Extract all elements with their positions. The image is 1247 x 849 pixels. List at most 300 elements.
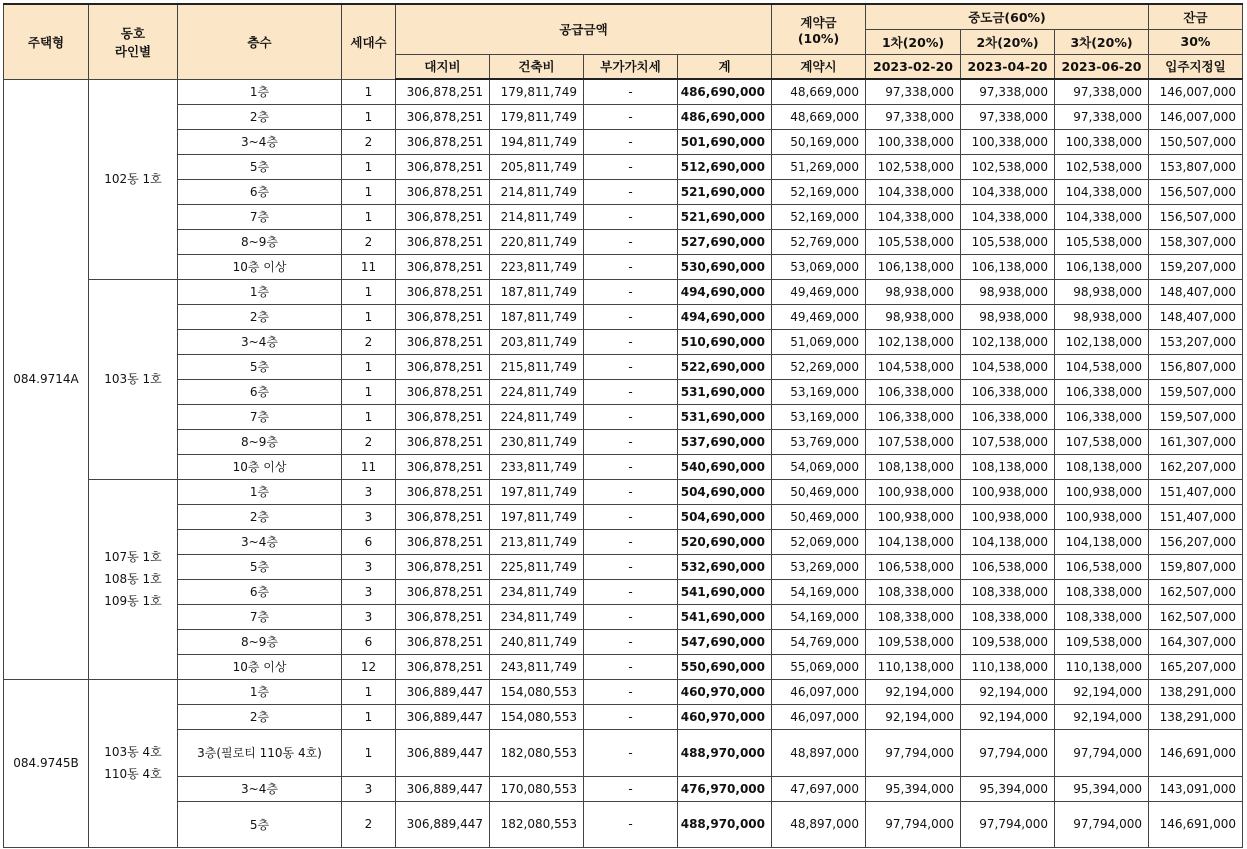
- middle-3-cell: 106,338,000: [1055, 379, 1149, 404]
- building-cost-cell: 154,080,553: [490, 704, 584, 729]
- units-cell: 1: [342, 154, 396, 179]
- contract-cell: 50,469,000: [772, 504, 866, 529]
- total-price-cell: 522,690,000: [678, 354, 772, 379]
- total-price-cell: 547,690,000: [678, 629, 772, 654]
- floor-cell: 8~9층: [178, 229, 342, 254]
- vat-cell: -: [584, 179, 678, 204]
- floor-cell: 3~4층: [178, 529, 342, 554]
- contract-cell: 48,897,000: [772, 729, 866, 776]
- total-price-cell: 460,970,000: [678, 679, 772, 704]
- land-cost-cell: 306,878,251: [396, 554, 490, 579]
- middle-1-cell: 110,138,000: [866, 654, 961, 679]
- units-cell: 1: [342, 379, 396, 404]
- middle-2-cell: 98,938,000: [961, 279, 1055, 304]
- balance-cell: 146,007,000: [1149, 79, 1243, 104]
- total-price-cell: 541,690,000: [678, 579, 772, 604]
- total-price-cell: 520,690,000: [678, 529, 772, 554]
- contract-cell: 54,169,000: [772, 579, 866, 604]
- vat-cell: -: [584, 229, 678, 254]
- header-mid2: 2차(20%): [961, 29, 1055, 54]
- table-row: [4, 704, 1243, 729]
- floor-cell: 5층: [178, 554, 342, 579]
- land-cost-cell: 306,889,447: [396, 776, 490, 801]
- balance-cell: 150,507,000: [1149, 129, 1243, 154]
- contract-cell: 51,069,000: [772, 329, 866, 354]
- dong-line-label: 110동 4호: [104, 767, 162, 781]
- middle-3-cell: 97,794,000: [1055, 801, 1149, 847]
- land-cost-cell: 306,878,251: [396, 179, 490, 204]
- vat-cell: -: [584, 379, 678, 404]
- middle-1-cell: 95,394,000: [866, 776, 961, 801]
- header-mid1: 1차(20%): [866, 29, 961, 54]
- balance-cell: 159,507,000: [1149, 404, 1243, 429]
- units-cell: 1: [342, 179, 396, 204]
- building-cost-cell: 223,811,749: [490, 254, 584, 279]
- middle-3-cell: 92,194,000: [1055, 704, 1149, 729]
- floor-cell: 7층: [178, 204, 342, 229]
- floor-cell: 1층: [178, 279, 342, 304]
- table-body: [4, 79, 1243, 847]
- building-cost-cell: 214,811,749: [490, 204, 584, 229]
- floor-cell: 6층: [178, 579, 342, 604]
- table-header: [4, 4, 1243, 79]
- middle-2-cell: 102,138,000: [961, 329, 1055, 354]
- middle-1-cell: 106,538,000: [866, 554, 961, 579]
- middle-1-cell: 105,538,000: [866, 229, 961, 254]
- middle-2-cell: 108,338,000: [961, 604, 1055, 629]
- land-cost-cell: 306,878,251: [396, 104, 490, 129]
- header-mid1-date: 2023-02-20: [866, 54, 961, 79]
- middle-3-cell: 97,338,000: [1055, 79, 1149, 104]
- dong-line-label: 103동 1호: [104, 372, 162, 386]
- floor-cell: 2층: [178, 704, 342, 729]
- middle-2-cell: 100,338,000: [961, 129, 1055, 154]
- contract-cell: 51,269,000: [772, 154, 866, 179]
- middle-2-cell: 108,138,000: [961, 454, 1055, 479]
- middle-2-cell: 92,194,000: [961, 704, 1055, 729]
- vat-cell: -: [584, 654, 678, 679]
- table-row: [4, 604, 1243, 629]
- table-row: [4, 801, 1243, 847]
- contract-cell: 49,469,000: [772, 304, 866, 329]
- middle-2-cell: 106,338,000: [961, 404, 1055, 429]
- dong-line-label: 102동 1호: [104, 172, 162, 186]
- floor-cell: 2층: [178, 104, 342, 129]
- vat-cell: -: [584, 104, 678, 129]
- balance-cell: 153,207,000: [1149, 329, 1243, 354]
- balance-cell: 162,207,000: [1149, 454, 1243, 479]
- table-row: [4, 504, 1243, 529]
- contract-cell: 50,469,000: [772, 479, 866, 504]
- vat-cell: -: [584, 801, 678, 847]
- middle-1-cell: 100,938,000: [866, 479, 961, 504]
- land-cost-cell: 306,878,251: [396, 454, 490, 479]
- land-cost-cell: 306,878,251: [396, 504, 490, 529]
- units-cell: 1: [342, 354, 396, 379]
- header-balance-sub: 입주지정일: [1149, 54, 1243, 79]
- units-cell: 11: [342, 254, 396, 279]
- middle-3-cell: 104,138,000: [1055, 529, 1149, 554]
- total-price-cell: 527,690,000: [678, 229, 772, 254]
- middle-1-cell: 100,338,000: [866, 129, 961, 154]
- balance-cell: 138,291,000: [1149, 679, 1243, 704]
- balance-cell: 146,007,000: [1149, 104, 1243, 129]
- dong-line-label: 107동 1호: [104, 550, 162, 564]
- total-price-cell: 531,690,000: [678, 379, 772, 404]
- middle-1-cell: 106,338,000: [866, 404, 961, 429]
- units-cell: 3: [342, 579, 396, 604]
- vat-cell: -: [584, 504, 678, 529]
- vat-cell: -: [584, 304, 678, 329]
- land-cost-cell: 306,878,251: [396, 204, 490, 229]
- middle-2-cell: 105,538,000: [961, 229, 1055, 254]
- vat-cell: -: [584, 479, 678, 504]
- land-cost-cell: 306,878,251: [396, 254, 490, 279]
- land-cost-cell: 306,889,447: [396, 679, 490, 704]
- building-cost-cell: 234,811,749: [490, 604, 584, 629]
- total-price-cell: 550,690,000: [678, 654, 772, 679]
- middle-2-cell: 106,538,000: [961, 554, 1055, 579]
- table-row: [4, 629, 1243, 654]
- dong-line-label: 103동 4호: [104, 745, 162, 759]
- total-price-cell: 494,690,000: [678, 279, 772, 304]
- units-cell: 3: [342, 479, 396, 504]
- contract-cell: 46,097,000: [772, 704, 866, 729]
- building-cost-cell: 182,080,553: [490, 729, 584, 776]
- units-cell: 1: [342, 279, 396, 304]
- vat-cell: -: [584, 454, 678, 479]
- table-row: [4, 354, 1243, 379]
- table-row: [4, 479, 1243, 504]
- header-dong-line-1: 동호: [120, 25, 146, 41]
- header-dong-line: [89, 4, 178, 79]
- dong-line-cell: [89, 479, 178, 679]
- land-cost-cell: 306,878,251: [396, 79, 490, 104]
- contract-cell: 52,769,000: [772, 229, 866, 254]
- building-cost-cell: 230,811,749: [490, 429, 584, 454]
- header-supply-price: 공급금액: [396, 4, 772, 54]
- building-cost-cell: 214,811,749: [490, 179, 584, 204]
- floor-cell: 3층(필로티 110동 4호): [178, 729, 342, 776]
- vat-cell: -: [584, 429, 678, 454]
- table-row: [4, 529, 1243, 554]
- balance-cell: 156,507,000: [1149, 179, 1243, 204]
- floor-cell: 8~9층: [178, 429, 342, 454]
- building-cost-cell: 205,811,749: [490, 154, 584, 179]
- total-price-cell: 512,690,000: [678, 154, 772, 179]
- table-row: [4, 379, 1243, 404]
- table-row: [4, 776, 1243, 801]
- header-contract-1: 계약금: [800, 14, 837, 30]
- middle-3-cell: 95,394,000: [1055, 776, 1149, 801]
- land-cost-cell: 306,878,251: [396, 304, 490, 329]
- balance-cell: 156,507,000: [1149, 204, 1243, 229]
- header-dong-line-2: 라인별: [114, 43, 152, 59]
- building-cost-cell: 215,811,749: [490, 354, 584, 379]
- floor-cell: 1층: [178, 79, 342, 104]
- floor-cell: 2층: [178, 304, 342, 329]
- middle-1-cell: 104,338,000: [866, 179, 961, 204]
- header-middle-payment: 중도금(60%): [866, 4, 1149, 29]
- land-cost-cell: 306,889,447: [396, 729, 490, 776]
- vat-cell: -: [584, 129, 678, 154]
- total-price-cell: 541,690,000: [678, 604, 772, 629]
- table-row: [4, 279, 1243, 304]
- middle-1-cell: 92,194,000: [866, 704, 961, 729]
- vat-cell: -: [584, 154, 678, 179]
- total-price-cell: 504,690,000: [678, 504, 772, 529]
- middle-3-cell: 109,538,000: [1055, 629, 1149, 654]
- units-cell: 11: [342, 454, 396, 479]
- middle-2-cell: 106,338,000: [961, 379, 1055, 404]
- building-cost-cell: 197,811,749: [490, 504, 584, 529]
- building-cost-cell: 194,811,749: [490, 129, 584, 154]
- land-cost-cell: 306,878,251: [396, 154, 490, 179]
- units-cell: 1: [342, 679, 396, 704]
- middle-1-cell: 106,338,000: [866, 379, 961, 404]
- floor-cell: 1층: [178, 479, 342, 504]
- table-row: [4, 679, 1243, 704]
- units-cell: 1: [342, 729, 396, 776]
- middle-3-cell: 102,538,000: [1055, 154, 1149, 179]
- contract-cell: 52,069,000: [772, 529, 866, 554]
- middle-2-cell: 95,394,000: [961, 776, 1055, 801]
- balance-cell: 159,807,000: [1149, 554, 1243, 579]
- floor-cell: 1층: [178, 679, 342, 704]
- contract-cell: 54,069,000: [772, 454, 866, 479]
- land-cost-cell: 306,878,251: [396, 479, 490, 504]
- contract-cell: 47,697,000: [772, 776, 866, 801]
- building-cost-cell: 154,080,553: [490, 679, 584, 704]
- middle-2-cell: 109,538,000: [961, 629, 1055, 654]
- middle-2-cell: 110,138,000: [961, 654, 1055, 679]
- contract-cell: 48,669,000: [772, 104, 866, 129]
- balance-cell: 159,207,000: [1149, 254, 1243, 279]
- contract-cell: 52,169,000: [772, 179, 866, 204]
- building-cost-cell: 187,811,749: [490, 304, 584, 329]
- dong-line-label: 109동 1호: [104, 594, 162, 608]
- total-price-cell: 476,970,000: [678, 776, 772, 801]
- middle-1-cell: 98,938,000: [866, 304, 961, 329]
- middle-1-cell: 104,538,000: [866, 354, 961, 379]
- table-row: [4, 254, 1243, 279]
- middle-3-cell: 100,338,000: [1055, 129, 1149, 154]
- middle-3-cell: 92,194,000: [1055, 679, 1149, 704]
- middle-2-cell: 92,194,000: [961, 679, 1055, 704]
- dong-line-label: 108동 1호: [104, 572, 162, 586]
- balance-cell: 151,407,000: [1149, 504, 1243, 529]
- vat-cell: -: [584, 579, 678, 604]
- land-cost-cell: 306,878,251: [396, 379, 490, 404]
- balance-cell: 162,507,000: [1149, 579, 1243, 604]
- header-vat: 부가가치세: [584, 54, 678, 79]
- vat-cell: -: [584, 554, 678, 579]
- vat-cell: -: [584, 329, 678, 354]
- units-cell: 1: [342, 104, 396, 129]
- floor-cell: 3~4층: [178, 129, 342, 154]
- middle-1-cell: 108,338,000: [866, 604, 961, 629]
- balance-cell: 164,307,000: [1149, 629, 1243, 654]
- balance-cell: 162,507,000: [1149, 604, 1243, 629]
- table-row: [4, 229, 1243, 254]
- contract-cell: 49,469,000: [772, 279, 866, 304]
- table-row: [4, 204, 1243, 229]
- floor-cell: 10층 이상: [178, 454, 342, 479]
- units-cell: 1: [342, 704, 396, 729]
- price-table: [3, 3, 1243, 848]
- units-cell: 3: [342, 554, 396, 579]
- contract-cell: 53,269,000: [772, 554, 866, 579]
- contract-cell: 54,769,000: [772, 629, 866, 654]
- header-total: 계: [678, 54, 772, 79]
- total-price-cell: 510,690,000: [678, 329, 772, 354]
- land-cost-cell: 306,878,251: [396, 404, 490, 429]
- floor-cell: 3~4층: [178, 329, 342, 354]
- contract-cell: 53,169,000: [772, 379, 866, 404]
- middle-1-cell: 97,338,000: [866, 79, 961, 104]
- middle-3-cell: 97,338,000: [1055, 104, 1149, 129]
- balance-cell: 153,807,000: [1149, 154, 1243, 179]
- middle-3-cell: 108,338,000: [1055, 579, 1149, 604]
- land-cost-cell: 306,889,447: [396, 704, 490, 729]
- middle-1-cell: 102,138,000: [866, 329, 961, 354]
- middle-2-cell: 104,138,000: [961, 529, 1055, 554]
- header-building: 건축비: [490, 54, 584, 79]
- land-cost-cell: 306,878,251: [396, 354, 490, 379]
- vat-cell: -: [584, 704, 678, 729]
- land-cost-cell: 306,878,251: [396, 629, 490, 654]
- middle-2-cell: 97,338,000: [961, 79, 1055, 104]
- units-cell: 2: [342, 801, 396, 847]
- contract-cell: 48,897,000: [772, 801, 866, 847]
- table-row: [4, 554, 1243, 579]
- header-balance-pct: 30%: [1149, 29, 1243, 54]
- middle-3-cell: 97,794,000: [1055, 729, 1149, 776]
- land-cost-cell: 306,878,251: [396, 129, 490, 154]
- units-cell: 3: [342, 776, 396, 801]
- middle-2-cell: 98,938,000: [961, 304, 1055, 329]
- units-cell: 2: [342, 329, 396, 354]
- floor-cell: 10층 이상: [178, 654, 342, 679]
- total-price-cell: 532,690,000: [678, 554, 772, 579]
- header-contract-sub: 계약시: [772, 54, 866, 79]
- floor-cell: 6층: [178, 379, 342, 404]
- header-contract: [772, 4, 866, 54]
- middle-3-cell: 100,938,000: [1055, 504, 1149, 529]
- middle-1-cell: 107,538,000: [866, 429, 961, 454]
- middle-2-cell: 97,794,000: [961, 801, 1055, 847]
- table-row: [4, 304, 1243, 329]
- middle-3-cell: 110,138,000: [1055, 654, 1149, 679]
- vat-cell: -: [584, 604, 678, 629]
- total-price-cell: 537,690,000: [678, 429, 772, 454]
- table-row: [4, 579, 1243, 604]
- total-price-cell: 460,970,000: [678, 704, 772, 729]
- balance-cell: 146,691,000: [1149, 729, 1243, 776]
- dong-line-cell: [89, 679, 178, 847]
- header-balance: 잔금: [1149, 4, 1243, 29]
- land-cost-cell: 306,878,251: [396, 329, 490, 354]
- header-floor: 층수: [178, 4, 342, 79]
- header-land: 대지비: [396, 54, 490, 79]
- floor-cell: 5층: [178, 801, 342, 847]
- table-row: [4, 179, 1243, 204]
- contract-cell: 52,269,000: [772, 354, 866, 379]
- floor-cell: 7층: [178, 404, 342, 429]
- units-cell: 1: [342, 304, 396, 329]
- land-cost-cell: 306,878,251: [396, 229, 490, 254]
- vat-cell: -: [584, 79, 678, 104]
- total-price-cell: 486,690,000: [678, 79, 772, 104]
- middle-2-cell: 100,938,000: [961, 504, 1055, 529]
- building-cost-cell: 220,811,749: [490, 229, 584, 254]
- middle-1-cell: 106,138,000: [866, 254, 961, 279]
- total-price-cell: 521,690,000: [678, 179, 772, 204]
- middle-1-cell: 104,138,000: [866, 529, 961, 554]
- table-row: [4, 654, 1243, 679]
- units-cell: 12: [342, 654, 396, 679]
- table-row: [4, 129, 1243, 154]
- units-cell: 6: [342, 529, 396, 554]
- building-cost-cell: 224,811,749: [490, 379, 584, 404]
- balance-cell: 146,691,000: [1149, 801, 1243, 847]
- vat-cell: -: [584, 254, 678, 279]
- middle-3-cell: 104,538,000: [1055, 354, 1149, 379]
- header-mid2-date: 2023-04-20: [961, 54, 1055, 79]
- middle-2-cell: 102,538,000: [961, 154, 1055, 179]
- vat-cell: -: [584, 776, 678, 801]
- middle-3-cell: 108,338,000: [1055, 604, 1149, 629]
- middle-1-cell: 97,794,000: [866, 801, 961, 847]
- total-price-cell: 531,690,000: [678, 404, 772, 429]
- building-cost-cell: 234,811,749: [490, 579, 584, 604]
- header-type: 주택형: [4, 4, 89, 79]
- middle-1-cell: 97,338,000: [866, 104, 961, 129]
- building-cost-cell: 224,811,749: [490, 404, 584, 429]
- contract-cell: 48,669,000: [772, 79, 866, 104]
- middle-1-cell: 92,194,000: [866, 679, 961, 704]
- units-cell: 1: [342, 204, 396, 229]
- table-row: [4, 104, 1243, 129]
- middle-3-cell: 104,338,000: [1055, 204, 1149, 229]
- floor-cell: 7층: [178, 604, 342, 629]
- balance-cell: 159,507,000: [1149, 379, 1243, 404]
- house-type-cell: 084.9745B: [4, 679, 89, 847]
- total-price-cell: 540,690,000: [678, 454, 772, 479]
- units-cell: 3: [342, 604, 396, 629]
- units-cell: 2: [342, 429, 396, 454]
- land-cost-cell: 306,889,447: [396, 801, 490, 847]
- building-cost-cell: 187,811,749: [490, 279, 584, 304]
- land-cost-cell: 306,878,251: [396, 579, 490, 604]
- contract-cell: 53,769,000: [772, 429, 866, 454]
- building-cost-cell: 170,080,553: [490, 776, 584, 801]
- contract-cell: 55,069,000: [772, 654, 866, 679]
- middle-2-cell: 106,138,000: [961, 254, 1055, 279]
- middle-2-cell: 97,338,000: [961, 104, 1055, 129]
- floor-cell: 5층: [178, 354, 342, 379]
- total-price-cell: 488,970,000: [678, 729, 772, 776]
- building-cost-cell: 225,811,749: [490, 554, 584, 579]
- vat-cell: -: [584, 404, 678, 429]
- middle-1-cell: 97,794,000: [866, 729, 961, 776]
- total-price-cell: 530,690,000: [678, 254, 772, 279]
- vat-cell: -: [584, 529, 678, 554]
- dong-line-cell: [89, 279, 178, 479]
- total-price-cell: 501,690,000: [678, 129, 772, 154]
- table-row: [4, 154, 1243, 179]
- total-price-cell: 486,690,000: [678, 104, 772, 129]
